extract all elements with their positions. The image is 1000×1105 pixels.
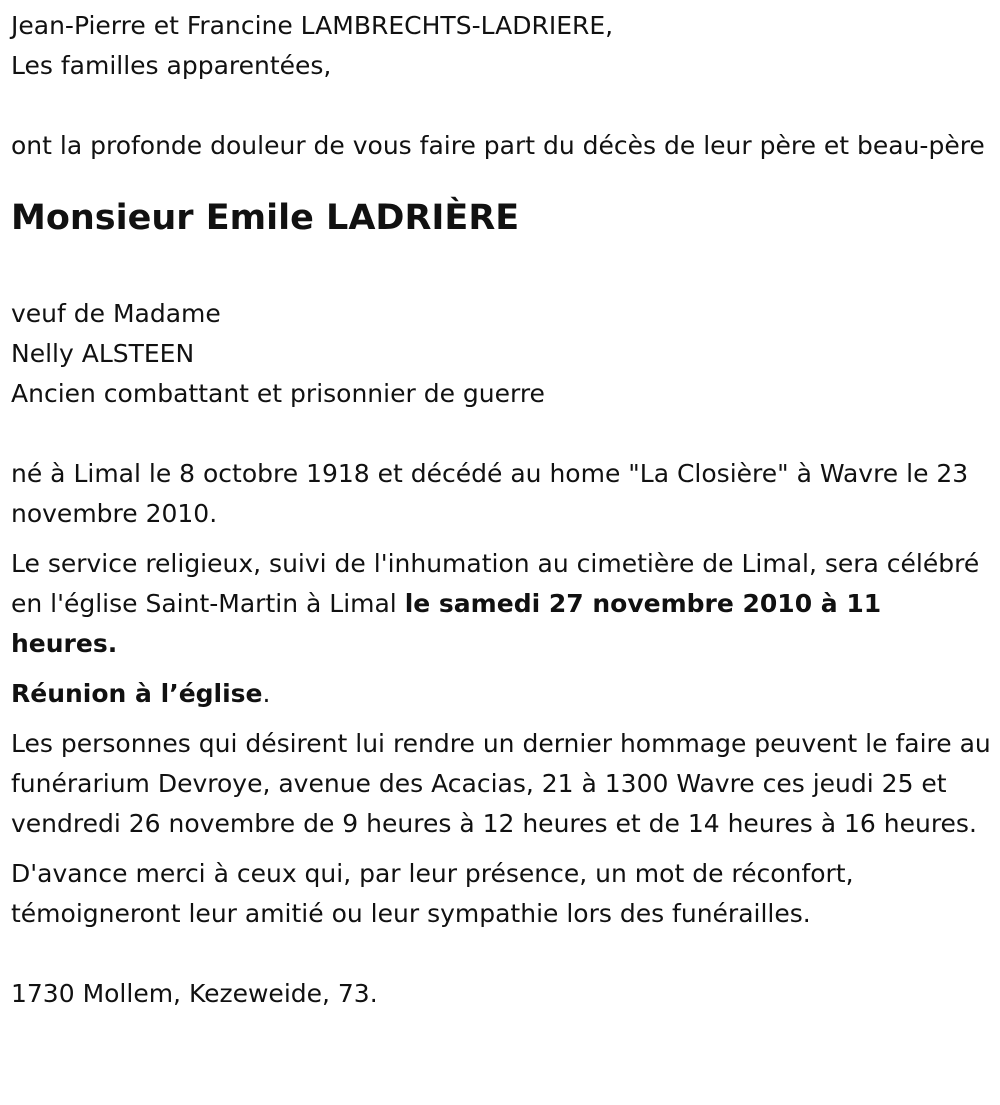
widower-line-1: veuf de Madame (11, 299, 221, 328)
meeting-text: Réunion à l’église (11, 679, 263, 708)
service-text: Le service religieux, suivi de l'inhumation au cimetière de Limal, sera célébré en l'église Saint-Martin à Limal (11, 549, 980, 618)
spacer (11, 714, 991, 724)
service-date: le samedi 27 novembre 2010 à 11 heures. (11, 589, 882, 658)
thanks-text: D'avance merci à ceux qui, par leur présence, un mot de réconfort, témoigneront leur amitié ou leur sympathie lors des funérailles. (11, 859, 854, 928)
spacer (11, 534, 991, 544)
widower-line-2: Nelly ALSTEEN (11, 339, 195, 368)
spacer (11, 242, 991, 294)
spacer (11, 664, 991, 674)
spacer (11, 844, 991, 854)
widower-line-3: Ancien combattant et prisonnier de guerre (11, 379, 545, 408)
family-line-1: Jean-Pierre et Francine LAMBRECHTS-LADRIERE, (11, 11, 614, 40)
obituary-notice (11, 6, 991, 1014)
birth-death-text: né à Limal le 8 octobre 1918 et décédé au home "La Closière" à Wavre le 23 novembre 2010. (11, 459, 969, 528)
spacer (11, 934, 991, 974)
address-text: 1730 Mollem, Kezeweide, 73. (11, 979, 378, 1008)
family-line-2: Les familles apparentées, (11, 51, 332, 80)
service-paragraph (11, 544, 991, 664)
spacer (11, 414, 991, 454)
spacer (11, 86, 991, 126)
meeting-suffix: . (262, 679, 271, 708)
meeting-paragraph (11, 674, 991, 714)
announcement-text: ont la profonde douleur de vous faire part du décès de leur père et beau-père (11, 131, 985, 160)
deceased-name: Monsieur Emile LADRIÈRE (11, 198, 520, 238)
visitation-text: Les personnes qui désirent lui rendre un dernier hommage peuvent le faire au funérarium Devroye, avenue des Acacias, 21 à 1300 Wavre ces jeudi 25 et vendredi 26 novembre de 9 heures à 12 heures et de 14 heures à 16 heures. (11, 729, 991, 838)
